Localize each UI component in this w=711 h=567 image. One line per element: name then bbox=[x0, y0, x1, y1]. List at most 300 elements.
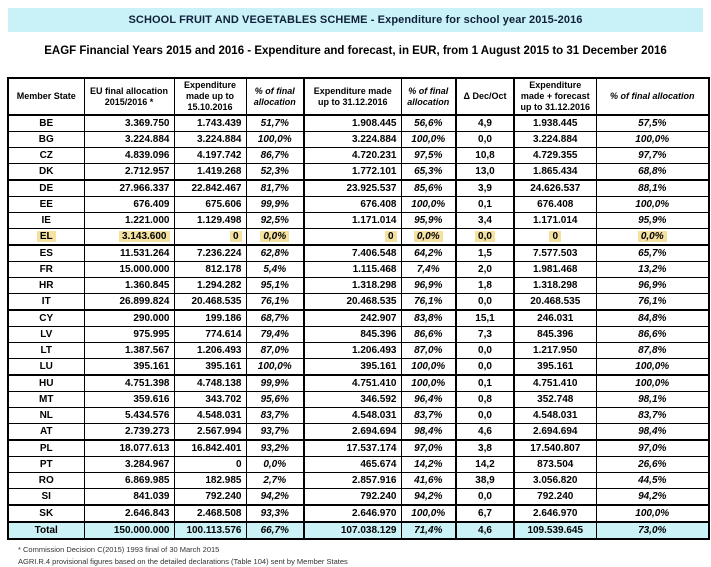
cell-text: 3.224.884 bbox=[197, 134, 242, 145]
value-cell bbox=[514, 505, 596, 522]
value-cell bbox=[84, 310, 174, 327]
value-cell bbox=[596, 522, 709, 539]
cell-text: Total bbox=[34, 525, 58, 536]
table-row bbox=[8, 327, 709, 343]
cell-text: 1.865.434 bbox=[533, 166, 578, 177]
cell-text: 93,7% bbox=[260, 426, 289, 437]
cell-text: 4.751.410 bbox=[533, 378, 578, 389]
cell-text: 4.729.355 bbox=[533, 150, 578, 161]
cell-text: 65,7% bbox=[638, 248, 667, 259]
value-cell bbox=[401, 245, 456, 262]
cell-text: 14,2% bbox=[414, 459, 443, 470]
value-cell bbox=[174, 213, 246, 229]
cell-text: 15,1 bbox=[475, 313, 495, 324]
cell-text: 792.240 bbox=[537, 491, 574, 502]
value-cell bbox=[456, 262, 514, 278]
cell-text: 22.842.467 bbox=[191, 183, 242, 194]
value-cell bbox=[514, 148, 596, 164]
value-cell bbox=[596, 424, 709, 441]
cell-text: 98,1% bbox=[638, 394, 667, 405]
value-cell bbox=[174, 473, 246, 489]
cell-text: 97,7% bbox=[638, 150, 667, 161]
value-cell bbox=[514, 440, 596, 457]
value-cell bbox=[514, 343, 596, 359]
value-cell bbox=[246, 522, 304, 539]
cell-text: 2,0 bbox=[478, 264, 492, 275]
cell-text: 0 bbox=[235, 459, 242, 470]
table-row bbox=[8, 164, 709, 181]
value-cell bbox=[456, 343, 514, 359]
member-state-cell bbox=[8, 180, 84, 197]
cell-text: EL bbox=[37, 231, 56, 242]
cell-text: 98,4% bbox=[414, 426, 443, 437]
cell-text: 2.646.970 bbox=[533, 508, 578, 519]
value-cell bbox=[514, 424, 596, 441]
value-cell bbox=[514, 213, 596, 229]
value-cell bbox=[596, 180, 709, 197]
cell-text: 100,0% bbox=[411, 508, 446, 519]
member-state-cell bbox=[8, 505, 84, 522]
value-cell bbox=[246, 262, 304, 278]
cell-text: 1.318.298 bbox=[352, 280, 397, 291]
value-cell bbox=[246, 375, 304, 392]
cell-text: 38,9 bbox=[475, 475, 495, 486]
value-cell bbox=[304, 164, 401, 181]
cell-text: 792.240 bbox=[360, 491, 397, 502]
cell-text: 51,7% bbox=[260, 118, 289, 129]
cell-text: 4.548.031 bbox=[352, 410, 397, 421]
value-cell bbox=[304, 245, 401, 262]
cell-text: 20.468.535 bbox=[191, 296, 242, 307]
cell-text: 15.000.000 bbox=[119, 264, 170, 275]
cell-text: 343.702 bbox=[205, 394, 242, 405]
cell-text: 359.616 bbox=[133, 394, 170, 405]
cell-text: 290.000 bbox=[133, 313, 170, 324]
member-state-cell bbox=[8, 245, 84, 262]
table-row bbox=[8, 148, 709, 164]
member-state-cell bbox=[8, 197, 84, 213]
cell-text: 1.221.000 bbox=[125, 215, 170, 226]
cell-text: 88,1% bbox=[638, 183, 667, 194]
cell-text: 1.318.298 bbox=[533, 280, 578, 291]
member-state-cell bbox=[8, 229, 84, 246]
cell-text: 93,2% bbox=[260, 443, 289, 454]
cell-text: 0 bbox=[549, 231, 561, 242]
table-row bbox=[8, 229, 709, 246]
value-cell bbox=[514, 294, 596, 311]
value-cell bbox=[84, 343, 174, 359]
cell-text: 81,7% bbox=[260, 183, 289, 194]
cell-text: 96,9% bbox=[638, 280, 667, 291]
member-state-cell bbox=[8, 310, 84, 327]
cell-text: 98,4% bbox=[638, 426, 667, 437]
cell-text: 10,8 bbox=[475, 150, 495, 161]
total-row bbox=[8, 522, 709, 539]
cell-text: 0,1 bbox=[478, 378, 492, 389]
cell-text: 41,6% bbox=[414, 475, 443, 486]
value-cell bbox=[246, 180, 304, 197]
table-row bbox=[8, 505, 709, 522]
cell-text: 107.038.129 bbox=[340, 525, 397, 536]
value-cell bbox=[304, 457, 401, 473]
table-row bbox=[8, 343, 709, 359]
cell-text: 62,8% bbox=[260, 248, 289, 259]
value-cell bbox=[84, 473, 174, 489]
cell-text: 2.694.694 bbox=[352, 426, 397, 437]
cell-text: 83,7% bbox=[414, 410, 443, 421]
cell-text: 0 bbox=[385, 231, 397, 242]
value-cell bbox=[304, 327, 401, 343]
value-cell bbox=[174, 375, 246, 392]
cell-text: 83,7% bbox=[260, 410, 289, 421]
cell-text: 3.056.820 bbox=[533, 475, 578, 486]
member-state-cell bbox=[8, 278, 84, 294]
cell-text: IT bbox=[41, 296, 51, 307]
value-cell bbox=[246, 148, 304, 164]
cell-text: 3.143.600 bbox=[119, 231, 170, 242]
value-cell bbox=[174, 343, 246, 359]
value-cell bbox=[456, 148, 514, 164]
value-cell bbox=[84, 197, 174, 213]
header-row bbox=[8, 78, 709, 115]
value-cell bbox=[174, 392, 246, 408]
cell-text: 3.284.967 bbox=[125, 459, 170, 470]
value-cell bbox=[401, 457, 456, 473]
member-state-cell bbox=[8, 473, 84, 489]
cell-text: 4,6 bbox=[478, 426, 492, 437]
cell-text: CY bbox=[39, 313, 54, 324]
member-state-cell bbox=[8, 343, 84, 359]
value-cell bbox=[304, 197, 401, 213]
value-cell bbox=[304, 424, 401, 441]
cell-text: 64,2% bbox=[414, 248, 443, 259]
member-state-cell bbox=[8, 424, 84, 441]
cell-text: 1.115.468 bbox=[352, 264, 397, 275]
value-cell bbox=[401, 180, 456, 197]
cell-text: 4,9 bbox=[478, 118, 492, 129]
table-row bbox=[8, 262, 709, 278]
value-cell bbox=[596, 245, 709, 262]
cell-text: LT bbox=[40, 345, 52, 356]
cell-text: 465.674 bbox=[360, 459, 397, 470]
value-cell bbox=[514, 473, 596, 489]
member-state-cell bbox=[8, 375, 84, 392]
value-cell bbox=[84, 245, 174, 262]
cell-text: 2.468.508 bbox=[197, 508, 242, 519]
cell-text: 96,9% bbox=[414, 280, 443, 291]
cell-text: 0,0% bbox=[260, 231, 289, 242]
cell-text: 100,0% bbox=[635, 378, 670, 389]
table-row bbox=[8, 245, 709, 262]
cell-text: 100,0% bbox=[257, 361, 292, 372]
value-cell bbox=[246, 278, 304, 294]
cell-text: 17.537.174 bbox=[346, 443, 397, 454]
value-cell bbox=[401, 213, 456, 229]
cell-text: HR bbox=[39, 280, 54, 291]
member-state-cell bbox=[8, 392, 84, 408]
cell-text: 3.224.884 bbox=[533, 134, 578, 145]
value-cell bbox=[174, 262, 246, 278]
value-cell bbox=[456, 489, 514, 506]
cell-text: 6.869.985 bbox=[125, 475, 170, 486]
value-cell bbox=[84, 115, 174, 132]
member-state-cell bbox=[8, 408, 84, 424]
cell-text: PT bbox=[39, 459, 53, 470]
value-cell bbox=[304, 294, 401, 311]
cell-text: HU bbox=[39, 378, 54, 389]
value-cell bbox=[84, 408, 174, 424]
table-row bbox=[8, 440, 709, 457]
cell-text: 4,6 bbox=[478, 525, 492, 536]
value-cell bbox=[84, 327, 174, 343]
cell-text: 76,1% bbox=[638, 296, 667, 307]
value-cell bbox=[456, 278, 514, 294]
cell-text: 95,1% bbox=[260, 280, 289, 291]
table-row bbox=[8, 359, 709, 376]
value-cell bbox=[84, 164, 174, 181]
cell-text: SI bbox=[41, 491, 51, 502]
value-cell bbox=[456, 180, 514, 197]
value-cell bbox=[174, 424, 246, 441]
cell-text: 14,2 bbox=[475, 459, 495, 470]
cell-text: 0,0 bbox=[478, 410, 492, 421]
cell-text: 5.434.576 bbox=[125, 410, 170, 421]
cell-text: DK bbox=[39, 166, 54, 177]
cell-text: 1.360.845 bbox=[125, 280, 170, 291]
cell-text: 0,0 bbox=[478, 345, 492, 356]
cell-text: 395.161 bbox=[537, 361, 574, 372]
value-cell bbox=[456, 245, 514, 262]
value-cell bbox=[456, 229, 514, 246]
value-cell bbox=[514, 359, 596, 376]
value-cell bbox=[514, 180, 596, 197]
cell-text: 5,4% bbox=[263, 264, 287, 275]
cell-text: 845.396 bbox=[537, 329, 574, 340]
cell-text: 0,0 bbox=[478, 491, 492, 502]
cell-text: 1.981.468 bbox=[533, 264, 578, 275]
member-state-cell bbox=[8, 213, 84, 229]
col-header-expenditure-forecast: Expenditure made + forecast up to 31.12.2016 bbox=[514, 78, 596, 115]
table-row bbox=[8, 294, 709, 311]
value-cell bbox=[401, 408, 456, 424]
value-cell bbox=[456, 457, 514, 473]
cell-text: 4.197.742 bbox=[197, 150, 242, 161]
cell-text: 95,9% bbox=[638, 215, 667, 226]
value-cell bbox=[246, 213, 304, 229]
cell-text: 87,0% bbox=[260, 345, 289, 356]
cell-text: 100,0% bbox=[411, 199, 446, 210]
cell-text: 841.039 bbox=[133, 491, 170, 502]
cell-text: 0,8 bbox=[478, 394, 492, 405]
table-row bbox=[8, 473, 709, 489]
value-cell bbox=[84, 375, 174, 392]
cell-text: 57,5% bbox=[638, 118, 667, 129]
value-cell bbox=[246, 424, 304, 441]
cell-text: 2,7% bbox=[263, 475, 287, 486]
value-cell bbox=[246, 473, 304, 489]
value-cell bbox=[174, 359, 246, 376]
cell-text: 100.113.576 bbox=[186, 525, 242, 536]
value-cell bbox=[456, 310, 514, 327]
cell-text: 56,6% bbox=[414, 118, 443, 129]
value-cell bbox=[401, 132, 456, 148]
value-cell bbox=[304, 180, 401, 197]
value-cell bbox=[514, 262, 596, 278]
value-cell bbox=[84, 440, 174, 457]
value-cell bbox=[84, 392, 174, 408]
value-cell bbox=[514, 132, 596, 148]
value-cell bbox=[246, 229, 304, 246]
value-cell bbox=[401, 489, 456, 506]
cell-text: 100,0% bbox=[411, 378, 446, 389]
cell-text: 11.531.264 bbox=[120, 248, 170, 259]
value-cell bbox=[514, 408, 596, 424]
table-row bbox=[8, 132, 709, 148]
cell-text: 182.985 bbox=[205, 475, 242, 486]
value-cell bbox=[456, 115, 514, 132]
value-cell bbox=[304, 278, 401, 294]
value-cell bbox=[456, 213, 514, 229]
cell-text: 87,0% bbox=[414, 345, 443, 356]
cell-text: IE bbox=[41, 215, 51, 226]
value-cell bbox=[514, 457, 596, 473]
cell-text: 395.161 bbox=[205, 361, 242, 372]
table-row bbox=[8, 408, 709, 424]
cell-text: 17.540.807 bbox=[530, 443, 581, 454]
cell-text: 13,0 bbox=[475, 166, 495, 177]
member-state-cell bbox=[8, 489, 84, 506]
cell-text: 4.748.138 bbox=[197, 378, 242, 389]
cell-text: 94,2% bbox=[638, 491, 667, 502]
value-cell bbox=[304, 115, 401, 132]
value-cell bbox=[84, 132, 174, 148]
value-cell bbox=[596, 132, 709, 148]
member-state-cell bbox=[8, 115, 84, 132]
value-cell bbox=[246, 310, 304, 327]
cell-text: 2.739.273 bbox=[125, 426, 170, 437]
value-cell bbox=[304, 229, 401, 246]
cell-text: 1.908.445 bbox=[352, 118, 397, 129]
table-row bbox=[8, 424, 709, 441]
cell-text: 2.567.994 bbox=[197, 426, 242, 437]
value-cell bbox=[456, 294, 514, 311]
expenditure-table bbox=[7, 77, 710, 540]
cell-text: 6,7 bbox=[478, 508, 492, 519]
value-cell bbox=[304, 310, 401, 327]
cell-text: 86,7% bbox=[260, 150, 289, 161]
page-title: SCHOOL FRUIT AND VEGETABLES SCHEME - Expenditure for school year 2015-2016 bbox=[128, 14, 583, 26]
table-row bbox=[8, 115, 709, 132]
value-cell bbox=[596, 310, 709, 327]
cell-text: 2.712.957 bbox=[125, 166, 170, 177]
value-cell bbox=[246, 132, 304, 148]
cell-text: RO bbox=[38, 475, 54, 486]
value-cell bbox=[596, 408, 709, 424]
cell-text: 199.186 bbox=[205, 313, 242, 324]
value-cell bbox=[304, 489, 401, 506]
value-cell bbox=[456, 327, 514, 343]
cell-text: 109.539.645 bbox=[527, 525, 584, 536]
cell-text: 99,9% bbox=[260, 199, 289, 210]
cell-text: 13,2% bbox=[638, 264, 667, 275]
col-header-expenditure-dec: Expenditure made up to 31.12.2016 bbox=[304, 78, 401, 115]
value-cell bbox=[84, 457, 174, 473]
cell-text: 100,0% bbox=[411, 361, 446, 372]
cell-text: 792.240 bbox=[205, 491, 242, 502]
value-cell bbox=[174, 522, 246, 539]
cell-text: 395.161 bbox=[360, 361, 397, 372]
cell-text: 18.077.613 bbox=[119, 443, 170, 454]
value-cell bbox=[514, 197, 596, 213]
cell-text: 95,9% bbox=[414, 215, 443, 226]
cell-text: 52,3% bbox=[260, 166, 289, 177]
value-cell bbox=[84, 148, 174, 164]
value-cell bbox=[174, 489, 246, 506]
cell-text: NL bbox=[39, 410, 53, 421]
cell-text: 71,4% bbox=[414, 525, 443, 536]
cell-text: 83,8% bbox=[414, 313, 443, 324]
cell-text: 1.171.014 bbox=[352, 215, 397, 226]
cell-text: 352.748 bbox=[537, 394, 574, 405]
value-cell bbox=[401, 327, 456, 343]
cell-text: 2.646.970 bbox=[352, 508, 397, 519]
value-cell bbox=[456, 505, 514, 522]
member-state-cell bbox=[8, 148, 84, 164]
value-cell bbox=[401, 197, 456, 213]
cell-text: 97,0% bbox=[638, 443, 667, 454]
value-cell bbox=[514, 229, 596, 246]
cell-text: DE bbox=[39, 183, 54, 194]
table-row bbox=[8, 213, 709, 229]
value-cell bbox=[596, 327, 709, 343]
cell-text: 676.408 bbox=[360, 199, 397, 210]
cell-text: 4.548.031 bbox=[533, 410, 578, 421]
value-cell bbox=[596, 278, 709, 294]
title-banner bbox=[8, 8, 703, 32]
value-cell bbox=[246, 343, 304, 359]
cell-text: 76,1% bbox=[260, 296, 289, 307]
table-row bbox=[8, 278, 709, 294]
cell-text: 100,0% bbox=[635, 361, 670, 372]
value-cell bbox=[401, 522, 456, 539]
cell-text: 0,0 bbox=[478, 296, 492, 307]
value-cell bbox=[174, 115, 246, 132]
value-cell bbox=[304, 213, 401, 229]
value-cell bbox=[174, 505, 246, 522]
cell-text: 3.224.884 bbox=[125, 134, 170, 145]
cell-text: 87,8% bbox=[638, 345, 667, 356]
cell-text: EE bbox=[39, 199, 53, 210]
cell-text: CZ bbox=[39, 150, 53, 161]
cell-text: 7.577.503 bbox=[533, 248, 578, 259]
value-cell bbox=[174, 164, 246, 181]
value-cell bbox=[514, 310, 596, 327]
value-cell bbox=[596, 440, 709, 457]
cell-text: 7,4% bbox=[416, 264, 440, 275]
cell-text: 7.406.548 bbox=[352, 248, 397, 259]
cell-text: 16.842.401 bbox=[191, 443, 242, 454]
value-cell bbox=[401, 262, 456, 278]
value-cell bbox=[596, 115, 709, 132]
cell-text: 1.206.493 bbox=[352, 345, 397, 356]
value-cell bbox=[596, 392, 709, 408]
col-header-pct-allocation-oct: % of final allocation bbox=[246, 78, 304, 115]
cell-text: 873.504 bbox=[537, 459, 574, 470]
table-row bbox=[8, 392, 709, 408]
value-cell bbox=[456, 132, 514, 148]
value-cell bbox=[401, 473, 456, 489]
cell-text: 68,8% bbox=[638, 166, 667, 177]
